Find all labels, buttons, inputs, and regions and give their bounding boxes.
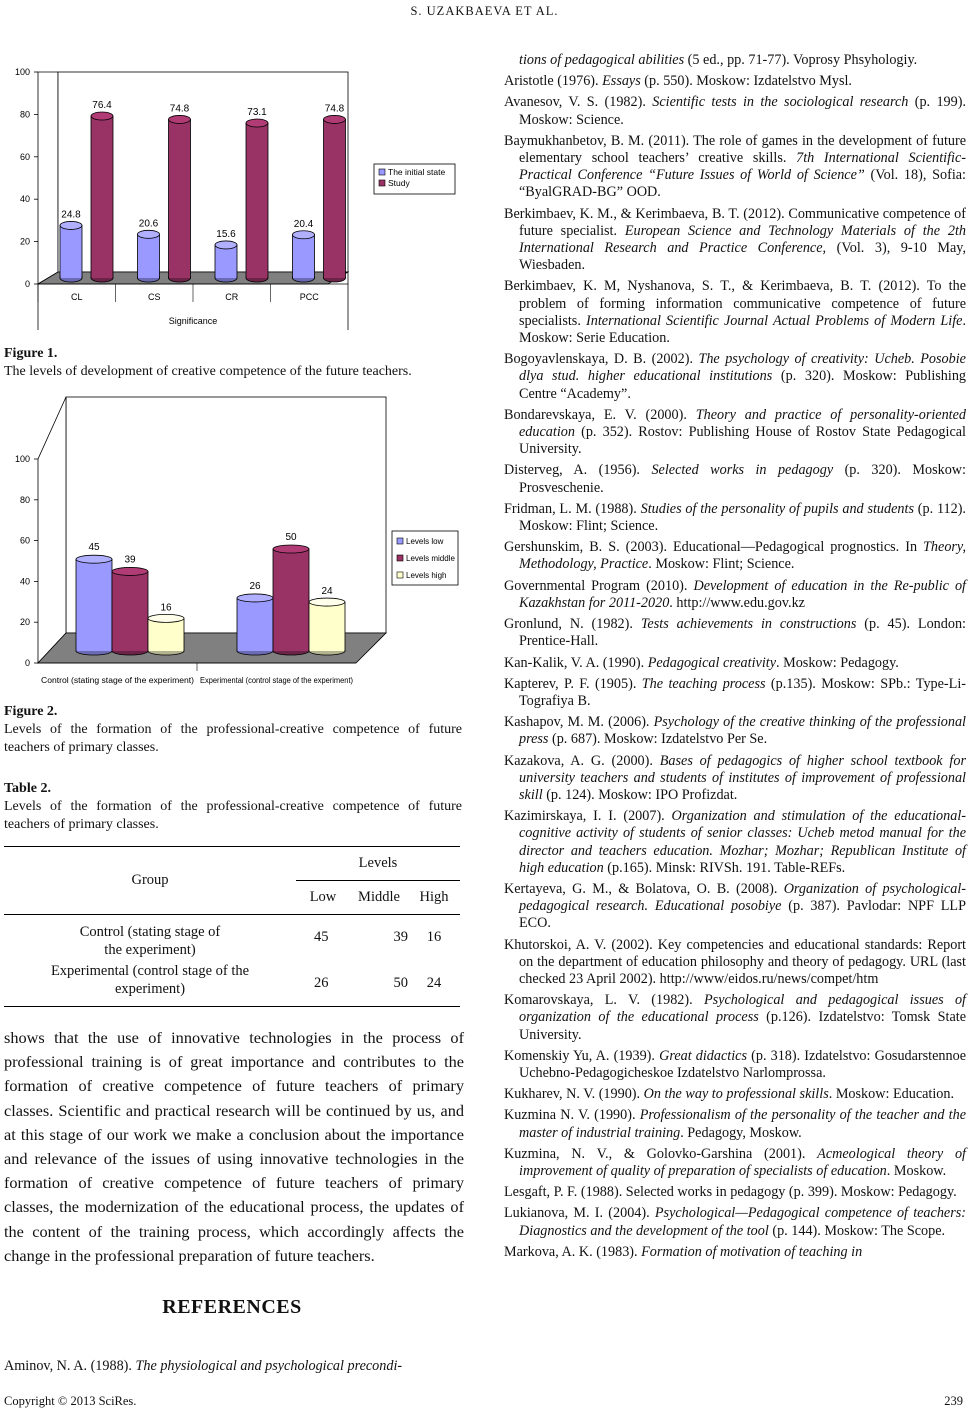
reference-plain: Komenskiy Yu, A. (1939).: [504, 1047, 660, 1064]
bar-fill: [238, 598, 273, 651]
reference-rest: (5 ed., pp. 71-77). Voprosy Phsyhologiy.: [684, 52, 918, 68]
y-tick-label: 60: [19, 535, 30, 546]
legend-label: The initial state: [388, 167, 446, 177]
reference-item: [504, 1205, 966, 1239]
figure1-caption: The levels of development of creative competence of the future teachers.: [4, 364, 412, 379]
y-tick-label: 100: [14, 67, 30, 77]
reference-title: Formation of motivation of teaching in: [641, 1243, 863, 1260]
table2-row1-group-line2: the experiment): [104, 941, 196, 958]
reference-rest: (p. 144). Moskow: The Scope.: [768, 1222, 946, 1239]
y-tick-label: 60: [19, 151, 30, 162]
data-label: 20.6: [138, 218, 159, 230]
reference-plain: Khutorskoi, A. V. (2002). Key competencies and educational standards: Report on the department of education philosophy and theory of pedagogy. URL (last checked 23 April 2002). http://www/eidos.ru/news/compet/htm: [504, 936, 966, 987]
reference-rest: (p. 687). Moskow: Izdatelstvo Per Se.: [548, 731, 768, 748]
table2-row2-group-line1: Experimental (control stage of the: [50, 963, 250, 980]
reference-plain: Aristotle (1976).: [504, 73, 603, 90]
bar-fill: [149, 618, 184, 651]
y-tick-label: 0: [24, 658, 30, 668]
reference-title: Psychology of the creative thinking of the professional press: [519, 714, 966, 748]
reference-item: [504, 133, 966, 202]
reference-item: [504, 714, 966, 748]
x-tick-label: CS: [147, 292, 161, 302]
y-tick-label: 20: [19, 617, 30, 628]
y-tick-label: 20: [19, 236, 30, 247]
data-label: 74.8: [169, 103, 190, 115]
legend-swatch: [397, 538, 403, 544]
bar-top: [324, 115, 346, 123]
table2-middle-header: Middle: [350, 881, 408, 915]
reference-item: [504, 1244, 966, 1261]
reference-title: Essays: [602, 73, 641, 90]
legend-label: Study: [388, 178, 410, 188]
y-tick-label: 80: [19, 494, 30, 505]
reference-item: [504, 462, 966, 496]
data-label: 16: [160, 602, 172, 614]
reference-item: [504, 753, 966, 805]
bar-fill: [113, 571, 148, 651]
reference-rest: (p.126). Izdatelstvo: Tomsk State University.: [519, 1009, 966, 1043]
reference-title: Psychological—Pedagogical competence of teachers: Diagnostics and the development of the tool: [519, 1205, 966, 1239]
y-tick-label: 80: [19, 109, 30, 120]
figure1-label: Figure 1.: [4, 346, 58, 361]
reference-plain: Kazimirskaya, I. I. (2007).: [504, 808, 672, 825]
bar-top: [148, 614, 184, 622]
reference-rest: (p. 318). Izdatelstvo: Gosudarstennoe Uchebno-Pedagogicheskoe Izdatelstvo Narlomprossa.: [519, 1047, 966, 1081]
reference-rest: . Moskow: Pedagogy.: [776, 654, 899, 671]
table2-low-header: Low: [296, 881, 350, 915]
table2-row1-group-line1: Control (stating stage of: [79, 923, 221, 940]
reference-item: [504, 655, 966, 672]
table2-row1-middle: 39: [393, 929, 408, 946]
reference-plain: Markova, A. K. (1983).: [504, 1243, 642, 1260]
reference-rest: . Pedagogy, Moskow.: [680, 1124, 802, 1141]
reference-plain: Avanesov, V. S. (1982).: [504, 94, 653, 111]
reference-title: tions of pedagogical abilities: [519, 52, 685, 68]
bar-top: [91, 112, 113, 120]
reference-title: Great didactics: [659, 1047, 747, 1064]
reference-rest: . Moskow: Serie Education.: [519, 312, 966, 347]
bar-top: [60, 221, 82, 229]
table2-row2-middle: 50: [393, 974, 408, 991]
reference-rest: . Moskow: Education.: [828, 1086, 955, 1103]
bar-fill: [61, 225, 82, 278]
reference-plain: Kuzmina, N. V., & Golovko-Garshina (2001).: [504, 1145, 818, 1162]
reference-item: [504, 881, 966, 933]
reference-plain: Kuzmina N. V. (1990).: [504, 1107, 640, 1124]
reference-title: International Scientific Journal Actual Problems of Modern Life: [586, 312, 963, 329]
reference-title: European Science and Technology Materials of the 2th International Research and Practice Conference,: [519, 222, 967, 257]
reference-title: Theory and practice of personality-oriented education: [519, 406, 966, 441]
reference-item: [504, 937, 966, 989]
footer-page-number: 239: [944, 1394, 963, 1408]
table2: [4, 846, 460, 1007]
data-label: 73.1: [247, 107, 267, 119]
bar-top: [246, 119, 268, 127]
footer-copyright: Copyright © 2013 SciRes.: [4, 1394, 137, 1408]
body-paragraph: shows that the use of innovative technologies in the process of professional training is of great importance and contributes to the formation of creative competence of future teachers of primary classes. Scientific and practical research will be continued by us, and at this stage of our work we make a conclusion about the importance and relevance of the issues of using innovative technologies in the formation of creative competence of future teachers of primary classes, the modernization of the educational process, the updates of the content of the training process, which accordingly affects the change in the professional preparation of future teachers.: [4, 1028, 464, 1265]
reference-plain: Lesgaft, P. F. (1988). Selected works in pedagogy (p. 399). Moskow: Pedagogy.: [504, 1184, 957, 1201]
data-label: 39: [124, 554, 136, 566]
reference-rest: . http://www.edu.gov.kz: [669, 594, 805, 611]
table2-caption: Levels of the formation of the professional-creative competence of future teachers of primary classes.: [4, 799, 462, 832]
reference-plain: Berkimbaev, K. M., & Kerimbaeva, B. T. (2012). Communicative competence of future specialist.: [504, 205, 966, 239]
legend: [392, 531, 458, 585]
reference-item: [504, 539, 966, 573]
bar-top: [273, 545, 309, 553]
bar-top: [112, 567, 148, 575]
bar-top: [76, 555, 112, 563]
bar-fill: [92, 116, 113, 278]
table2-label: Table 2.: [4, 781, 51, 796]
legend-swatch: [397, 572, 403, 578]
reference-plain: Kertayeva, G. M., & Bolatova, O. B. (2008).: [504, 880, 784, 897]
bar-top: [138, 230, 160, 238]
reference-rest: (Vol. 18), Sofia: “ByalGRAD-BG” OOD.: [519, 167, 966, 201]
reference-item: [4, 1358, 464, 1375]
reference-title: Organization of psychological-pedagogical research. Educational posobiye: [519, 880, 966, 915]
reference-rest: (p. 352). Rostov: Publishing House of Rostov State Pedagogical University.: [519, 424, 966, 458]
y-tick-label: 0: [24, 279, 30, 289]
reference-title: The physiological and psychological precondi-: [135, 1358, 403, 1374]
bar-fill: [77, 559, 112, 651]
table2-row2-low: 26: [314, 974, 329, 991]
figure2-caption: Levels of the formation of the professional-creative competence of future teachers of primary classes.: [4, 722, 462, 755]
reference-item: [504, 52, 966, 69]
y-tick-label: 40: [19, 194, 30, 205]
table2-row2-group-line2: experiment): [114, 981, 186, 998]
references-heading: REFERENCES: [162, 1296, 302, 1318]
reference-title: The psychology of creativity: Ucheb. Posobie dlya stud. higher educational institutions: [519, 351, 966, 385]
reference-title: 7th International Scientific-Practical Conference “Future Issues of World of Science”: [519, 150, 967, 184]
reference-rest: (p. 320). Moskow: Prosveschenie.: [519, 462, 966, 496]
table2-group-cell: [4, 915, 296, 961]
references-list: [504, 52, 966, 1265]
reference-title: Tests achievements in constructions: [640, 616, 857, 633]
reference-title: The teaching process: [641, 675, 766, 692]
reference-title: Scientific tests in the sociological research: [652, 94, 909, 111]
reference-item: [504, 501, 966, 535]
reference-item: [504, 1086, 966, 1103]
reference-plain: Lukianova, M. I. (2004).: [504, 1205, 655, 1222]
reference-plain: Bogoyavlenskaya, D. B. (2002).: [504, 351, 699, 368]
bar-top: [309, 598, 345, 606]
reference-item: [504, 94, 966, 128]
reference-plain: Baymukhanbetov, B. M. (2011). The role of games in the development of future elementary school teachers’ creative skills.: [504, 132, 966, 167]
reference-plain: Kashapov, M. M. (2006).: [504, 714, 654, 731]
x-axis-title: Significance: [168, 316, 218, 326]
reference-rest: (p. 320). Moskow: Publishing Centre “Academy”.: [519, 368, 967, 402]
reference-rest: . Moskow: Flint; Science.: [648, 556, 795, 573]
bar-fill: [247, 123, 268, 278]
reference-rest: (Vol. 3), 9-10 May, Wiesbaden.: [519, 240, 966, 274]
reference-plain: Gershunskim, B. S. (2003). Educational—Pedagogical prognostics. In: [504, 539, 924, 556]
reference-item: [504, 616, 966, 650]
figure2-chart: [4, 395, 464, 695]
table-row: [4, 915, 460, 961]
reference-plain: Kan-Kalik, V. A. (1990).: [504, 654, 648, 671]
reference-plain: Disterveg, A. (1956).: [504, 462, 652, 479]
reference-plain: Kazakova, A. G. (2000).: [504, 752, 660, 769]
figure2-label: Figure 2.: [4, 704, 58, 719]
reference-plain: Komarovskaya, L. V. (1982).: [504, 992, 704, 1009]
running-header: S. UZAKBAEVA ET AL.: [410, 4, 559, 18]
data-label: 24: [321, 586, 333, 598]
reference-rest: (p. 112). Moskow: Flint; Science.: [519, 500, 966, 535]
reference-title: Studies of the personality of pupils and students: [640, 500, 914, 517]
legend-swatch: [379, 169, 385, 175]
reference-item: [504, 992, 966, 1044]
legend-swatch: [397, 555, 403, 561]
reference-plain: Kapterev, P. F. (1905).: [504, 675, 642, 692]
reference-title: Acmeological theory of improvement of quality of preparation of specialists of education: [519, 1145, 966, 1179]
reference-item: [504, 808, 966, 877]
reference-title: Organization and stimulation of the educational-cognitive activity of students of senior classes: Ucheb metod manual for the director and teachers education. Mozhar; Mozhar; Republican Institute of high education: [519, 808, 967, 876]
bar-fill: [310, 602, 345, 651]
legend-label: Levels middle: [406, 554, 455, 563]
table2-row1-high: 16: [426, 929, 442, 946]
reference-plain: Aminov, N. A. (1988).: [4, 1358, 136, 1374]
x-tick-label: CL: [70, 292, 83, 302]
reference-item: [504, 278, 966, 347]
bar-top: [293, 231, 315, 239]
bar-fill: [138, 234, 159, 278]
legend: [374, 164, 455, 194]
reference-plain: Fridman, L. M. (1988).: [504, 500, 641, 517]
x-tick-label: Experimental (control stage of the experiment): [200, 676, 354, 685]
y-tick-label: 100: [14, 454, 30, 464]
data-label: 26: [249, 580, 261, 592]
reference-item: [504, 1184, 966, 1201]
table2-row1-low: 45: [314, 929, 329, 946]
reference-plain: Gronlund, N. (1982).: [504, 616, 641, 633]
reference-title: Psychological and pedagogical issues of organization of the educational process: [519, 992, 966, 1026]
reference-plain: Berkimbaev, K. M, Nyshanova, S. T., & Kerimbaeva, B. T. (2012). To the problem of forming information communicative competence of future specialists.: [504, 278, 966, 329]
legend-label: Levels high: [406, 571, 447, 580]
reference-item: [504, 578, 966, 612]
table2-levels-header: Levels: [296, 847, 460, 881]
side-wall: [38, 72, 58, 284]
data-label: 20.4: [293, 218, 314, 230]
bar-fill: [293, 235, 314, 278]
side-wall: [38, 397, 66, 663]
bar-top: [237, 594, 273, 602]
data-label: 15.6: [216, 228, 236, 240]
bar-top: [215, 241, 237, 249]
reference-rest: . Moskow.: [886, 1162, 947, 1179]
reference-item: [504, 206, 966, 275]
bar-fill: [324, 119, 345, 278]
data-label: 24.8: [61, 209, 81, 221]
reference-rest: (p. 45). London: Prentice-Hall.: [519, 616, 966, 650]
reference-title: Theory, Methodology, Practice: [519, 539, 966, 573]
reference-title: Bases of pedagogics of higher school textbook for university teachers and students of institutes of improvement of professional skill: [519, 752, 966, 803]
table2-high-header: High: [408, 881, 460, 915]
legend-swatch: [379, 180, 385, 186]
reference-rest: (p. 387). Pavlodar: NPF LLP ECO.: [519, 898, 966, 932]
reference-title: Professionalism of the personality of the teacher and the master of industrial training: [519, 1107, 966, 1141]
bar-fill: [216, 245, 237, 278]
bar-fill: [274, 549, 309, 651]
reference-item: [504, 676, 966, 710]
reference-plain: Governmental Program (2010).: [504, 577, 694, 594]
x-tick-label: Control (stating stage of the experiment): [41, 676, 195, 685]
data-label: 50: [285, 532, 297, 543]
table2-group-header: Group: [4, 847, 296, 915]
table2-row2-high: 24: [426, 974, 442, 991]
data-label: 74.8: [324, 103, 345, 115]
reference-rest: (p.165). Minsk: RIVSh. 191. Table-REFs.: [603, 859, 846, 876]
data-label: 45: [88, 542, 100, 554]
reference-title: On the way to professional skills: [643, 1086, 829, 1103]
reference-title: Pedagogical creativity: [647, 654, 776, 671]
data-label: 76.4: [92, 100, 112, 112]
reference-rest: (p. 550). Moskow: Izdatelstvo Mysl.: [640, 73, 852, 90]
x-tick-label: CR: [225, 292, 239, 302]
table2-group-cell: [4, 961, 296, 1007]
x-tick-label: PCC: [299, 292, 319, 302]
reference-title: Selected works in pedagogy: [651, 462, 834, 479]
y-tick-label: 40: [19, 576, 30, 587]
reference-title: Development of education in the Re-public of Kazakhstan for 2011-2020: [519, 577, 966, 611]
reference-item: [504, 1146, 966, 1180]
legend-label: Levels low: [406, 537, 444, 546]
figure1-chart: [4, 52, 464, 337]
bar-fill: [169, 119, 190, 278]
reference-item: [504, 1107, 966, 1141]
reference-rest: (p. 199). Moskow: Science.: [519, 94, 966, 128]
reference-rest: (p. 124). Moskow: IPO Profizdat.: [542, 786, 738, 803]
reference-rest: (p.135). Moskow: SPb.: Type-Li-Tografiya B.: [519, 675, 966, 709]
reference-plain: Bondarevskaya, E. V. (2000).: [504, 406, 696, 423]
bar-top: [169, 115, 191, 123]
reference-item: [504, 1048, 966, 1082]
reference-item: [504, 407, 966, 459]
reference-item: [504, 73, 966, 90]
reference-plain: Kukharev, N. V. (1990).: [504, 1086, 644, 1103]
reference-item: [504, 351, 966, 403]
table-row: [4, 961, 460, 1007]
